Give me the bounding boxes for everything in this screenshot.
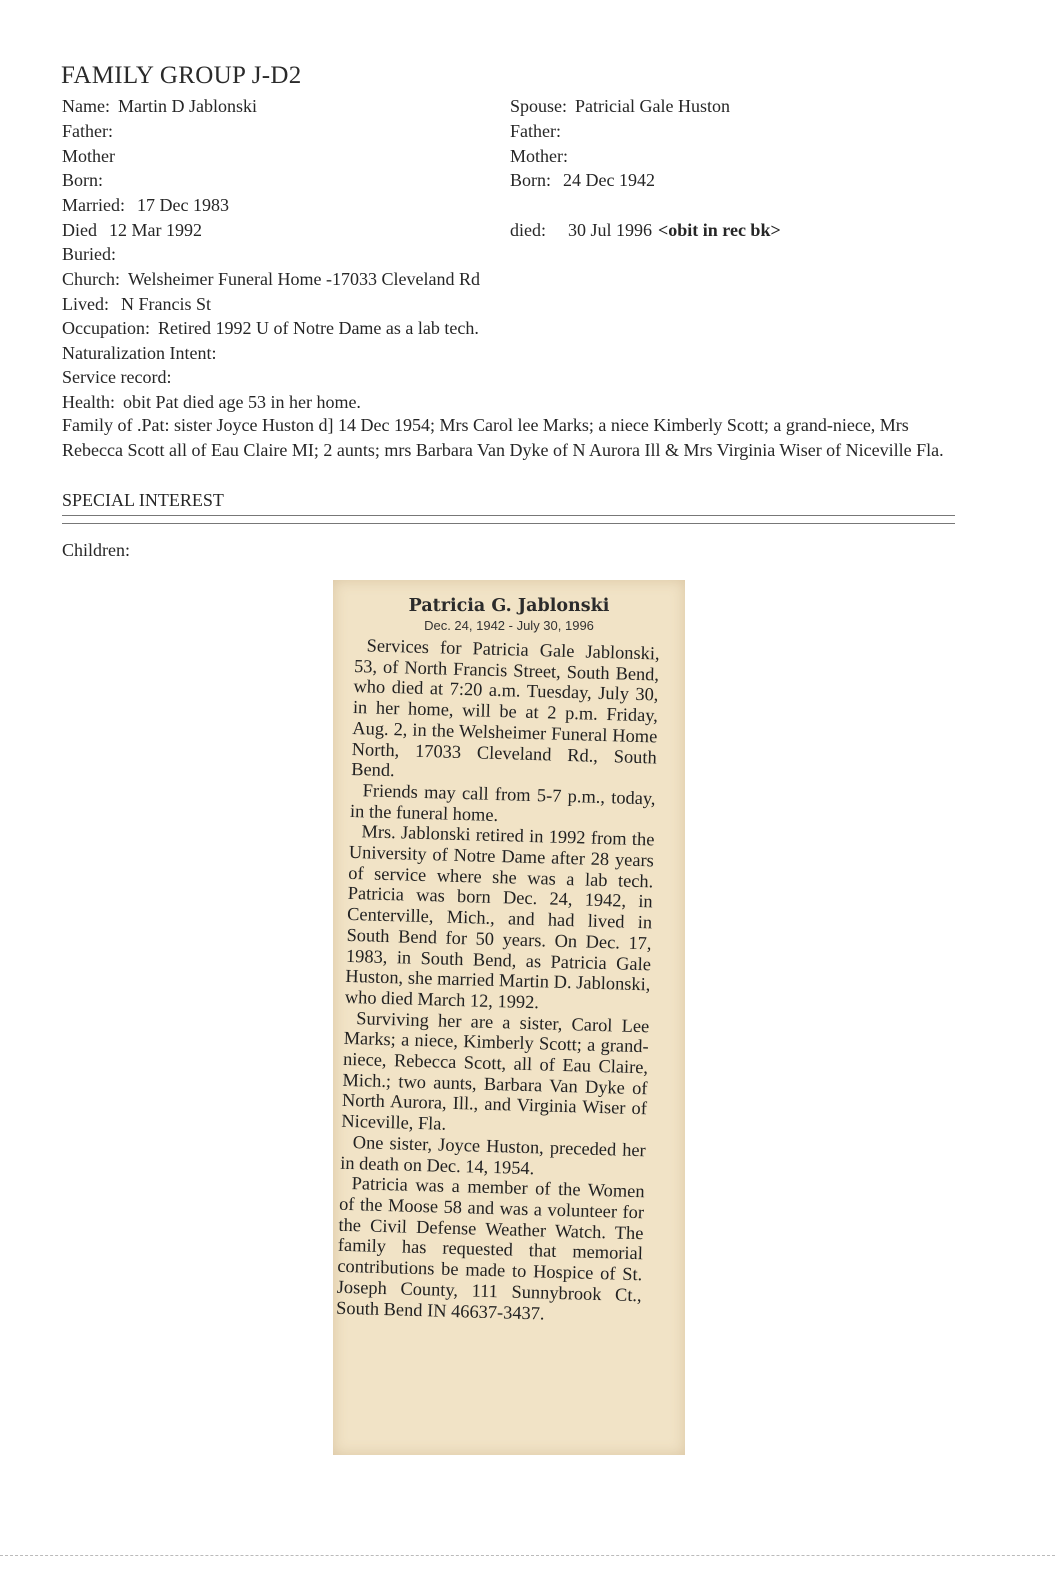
died-value: 12 Mar 1992 xyxy=(109,220,202,240)
lived-value: N Francis St xyxy=(121,294,211,314)
spouse-father-row xyxy=(510,119,561,144)
spouse-mother-row xyxy=(510,144,568,169)
spouse-father-label: Father: xyxy=(510,121,561,141)
spouse-born-row xyxy=(510,168,655,193)
mother-row xyxy=(62,144,115,169)
spouse-value: Patricial Gale Huston xyxy=(575,96,730,116)
spouse-mother-label: Mother: xyxy=(510,146,568,166)
spouse-label: Spouse: xyxy=(510,96,568,116)
obituary-paragraph: Mrs. Jablonski retired in 1992 from the University of Notre Dame after 28 years of service where she was a lab tech. Patricia was born Dec. 24, 1942, in Centerville, Mich., and had lived in South Bend for 50 years. On Dec. 17, 1983, in South Bend, as Patricia Gale Huston, she married Martin D. Jablonski, who died March 12, 1992. xyxy=(344,821,655,1013)
born-label: Born: xyxy=(62,170,104,190)
father-label: Father: xyxy=(62,121,113,141)
born-row xyxy=(62,168,103,193)
buried-row xyxy=(62,242,116,267)
father-row xyxy=(62,119,113,144)
special-interest-heading: SPECIAL INTEREST xyxy=(62,490,224,510)
mother-label: Mother xyxy=(62,146,115,166)
service-label: Service record: xyxy=(62,367,172,387)
occupation-label: Occupation: xyxy=(62,318,150,338)
died-row xyxy=(62,218,202,243)
obituary-paragraph: Friends may call from 5-7 p.m., today, in the funeral home. xyxy=(349,780,656,825)
church-row xyxy=(62,267,480,292)
obituary-paragraph: Services for Patricia Gale Jablonski, 53, of North Francis Street, South Bend, who died at 7:20 a.m. Tuesday, July 30, in her home, will be at 2 p.m. Friday, Aug. 2, in the Welsheimer Funeral Home North, 17033 Cleveland Rd., South Bend. xyxy=(350,635,660,781)
spouse-row xyxy=(510,94,730,119)
obituary-body xyxy=(336,635,660,1326)
obituary-clipping xyxy=(333,580,685,1455)
married-row xyxy=(62,193,229,218)
name-value: Martin D Jablonski xyxy=(117,96,257,116)
obit-note: <obit in rec bk> xyxy=(658,220,781,240)
naturalization-label: Naturalization Intent: xyxy=(62,343,217,363)
health-label: Health: xyxy=(62,392,115,412)
occupation-row xyxy=(62,316,479,341)
occupation-value: Retired 1992 U of Notre Dame as a lab tech. xyxy=(157,318,479,338)
lived-label: Lived: xyxy=(62,294,109,314)
church-value: Welsheimer Funeral Home -17033 Cleveland Rd xyxy=(128,269,480,289)
married-value: 17 Dec 1983 xyxy=(136,195,229,215)
obituary-heading: Patricia G. Jablonski xyxy=(408,596,610,616)
page-bottom-edge xyxy=(0,1555,1055,1556)
health-row xyxy=(62,390,361,415)
name-label: Name: xyxy=(62,96,110,116)
spouse-died-row xyxy=(510,218,781,243)
naturalization-row xyxy=(62,341,216,366)
children-label: Children: xyxy=(62,540,130,560)
spouse-born-value: 24 Dec 1942 xyxy=(563,170,655,190)
health-value: obit Pat died age 53 in her home. xyxy=(122,392,361,412)
obituary-paragraph: Patricia was a member of the Women of the Moose 58 and was a volunteer for the Civil Defense Weather Watch. The family has requested that memorial contributions be made to Hospice of St. Joseph County, 111 Sunnybrook Ct., South Bend IN 46637-3437. xyxy=(335,1173,645,1324)
spouse-born-label: Born: xyxy=(510,170,552,190)
spouse-died-value: 30 Jul 1996 xyxy=(568,220,653,240)
page-title: FAMILY GROUP J-D2 xyxy=(61,62,302,89)
obituary-paragraph: Surviving her are a sister, Carol Lee Marks; a niece, Kimberly Scott; a grand-niece, Rebecca Scott, all of Eau Claire, Mich.; two aunts, Barbara Van Dyke of North Aurora, Ill., and Virginia Wiser of Niceville, Fla. xyxy=(341,1007,650,1134)
died-label: Died xyxy=(62,220,97,240)
double-rule-divider xyxy=(62,515,955,524)
church-label: Church: xyxy=(62,269,120,289)
obituary-paragraph: One sister, Joyce Huston, preceded her in death on Dec. 14, 1954. xyxy=(339,1132,647,1178)
family-of-text: Family of .Pat: sister Joyce Huston d] 14 Dec 1954; Mrs Carol lee Marks; a niece Kimberly Scott; a grand-niece, Mrs Rebecca Scott all of Eau Claire MI; 2 aunts; mrs Barbara Van Dyke of N Aurora Ill & Mrs Virginia Wiser of Niceville Fla. xyxy=(62,415,944,460)
buried-label: Buried: xyxy=(62,244,116,264)
service-row xyxy=(62,365,171,390)
obituary-dates: Dec. 24, 1942 - July 30, 1996 xyxy=(424,618,594,633)
lived-row xyxy=(62,292,211,317)
spouse-died-label: died: xyxy=(510,220,546,240)
married-label: Married: xyxy=(62,195,125,215)
name-row xyxy=(62,94,257,119)
